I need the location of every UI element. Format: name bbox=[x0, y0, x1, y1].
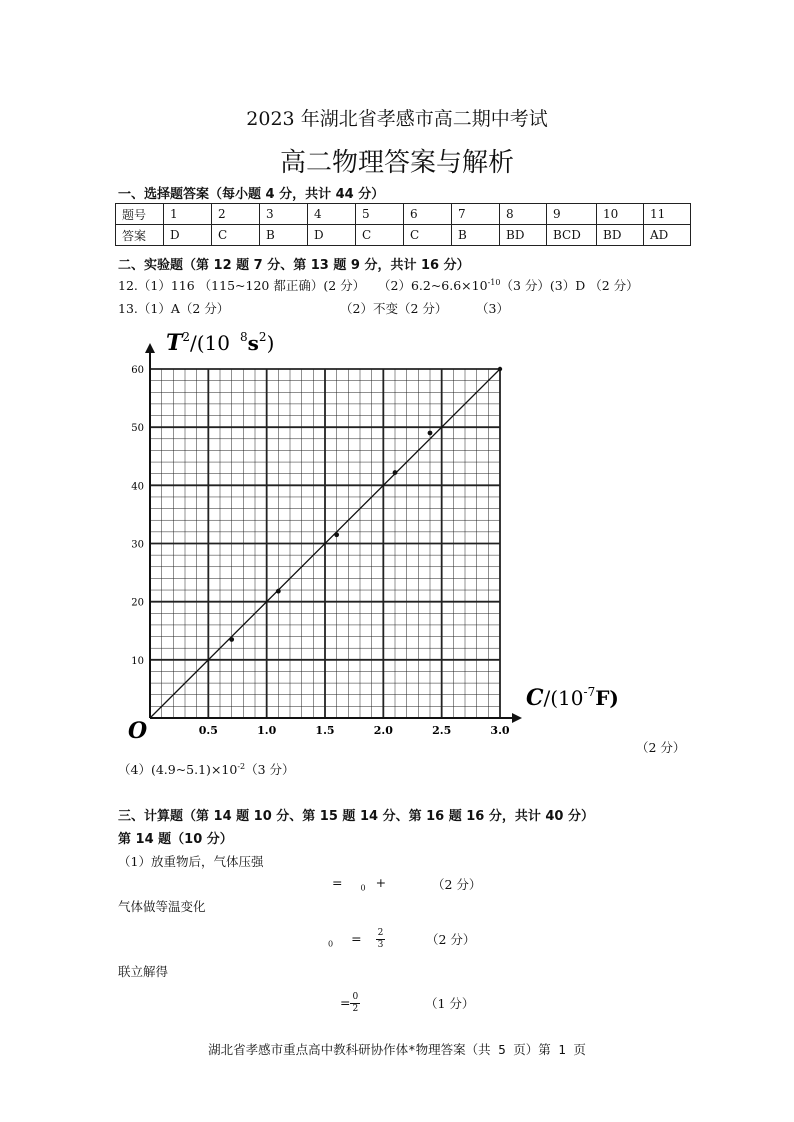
x-tick-label: 3.0 bbox=[490, 724, 510, 737]
q13-graph-score: （2 分） bbox=[636, 740, 686, 755]
q14-equation-3 bbox=[340, 992, 360, 1015]
q12-part2-text: （2）6.2~6.6×10 bbox=[378, 278, 488, 293]
q13-part1: 13.（1）A（2 分） bbox=[118, 301, 230, 316]
question-number-cell: 10 bbox=[597, 204, 644, 225]
question-number-cell: 7 bbox=[452, 204, 500, 225]
q13-part4-text: （4）(4.9~5.1)×10 bbox=[118, 762, 238, 777]
y-label-s-exp: 2 bbox=[258, 330, 267, 344]
y-label-sup: 2 bbox=[182, 330, 191, 344]
y-tick-label: 40 bbox=[131, 481, 144, 493]
section1-heading: 一、选择题答案（每小题 4 分，共计 44 分） bbox=[118, 187, 385, 202]
q14-eq1-score: （2 分） bbox=[432, 877, 482, 892]
y-tick-label: 60 bbox=[131, 365, 144, 376]
y-axis-label bbox=[166, 330, 274, 356]
fit-line-end-point bbox=[498, 367, 502, 371]
answer-cell: B bbox=[260, 225, 308, 246]
y-label-base: T bbox=[166, 330, 183, 356]
table-row-answers bbox=[116, 225, 691, 246]
q13-part4-exponent: -2 bbox=[237, 761, 246, 771]
y-label-unit: /(10 bbox=[190, 331, 231, 355]
eq2-equals: = bbox=[351, 931, 362, 946]
y-label-s: s bbox=[247, 331, 259, 355]
section3-heading: 三、计算题（第 14 题 10 分、第 15 题 14 分、第 16 题 16 分，共计 40 分） bbox=[118, 809, 594, 824]
eq1-subscript: 0 bbox=[360, 883, 366, 893]
y-tick-label: 30 bbox=[131, 539, 144, 551]
question-number-cell: 3 bbox=[260, 204, 308, 225]
page-footer: 湖北省孝感市重点高中教科研协作体*物理答案（共 5 页）第 1 页 bbox=[208, 1042, 586, 1057]
answer-cell: C bbox=[212, 225, 260, 246]
x-tick-label: 1.0 bbox=[257, 724, 277, 737]
question-number-cell: 4 bbox=[308, 204, 356, 225]
answer-table bbox=[115, 203, 691, 246]
eq1-equals: = bbox=[332, 875, 343, 890]
x-label-exp: -7 bbox=[583, 685, 596, 699]
answer-cell: C bbox=[404, 225, 452, 246]
graph-t2-vs-c bbox=[110, 325, 650, 750]
q12-part1: 12.（1）116 （115~120 都正确）(2 分） bbox=[118, 278, 366, 293]
data-point bbox=[334, 532, 339, 537]
question-number-cell: 1 bbox=[164, 204, 212, 225]
answer-cell: D bbox=[164, 225, 212, 246]
x-axis-label bbox=[526, 685, 619, 711]
eq2-numerator: 2 bbox=[377, 928, 384, 938]
data-point bbox=[229, 637, 234, 642]
y-tick-label: 10 bbox=[131, 655, 144, 667]
eq1-plus: + bbox=[375, 875, 387, 890]
document-subtitle: 高二物理答案与解析 bbox=[279, 148, 514, 178]
q14-eq3-score: （1 分） bbox=[425, 996, 475, 1011]
q14-equation-1 bbox=[332, 875, 386, 893]
x-label-unit: /(10 bbox=[543, 686, 584, 710]
q13-part4 bbox=[118, 760, 295, 778]
eq2-subscript: 0 bbox=[328, 939, 334, 949]
answer-cell: B bbox=[452, 225, 500, 246]
q12-part2 bbox=[378, 276, 639, 294]
y-label-close: ) bbox=[266, 331, 275, 355]
y-tick-label: 50 bbox=[131, 423, 144, 435]
eq3-denominator: 2 bbox=[352, 1004, 359, 1014]
question-number-cell: 5 bbox=[356, 204, 404, 225]
question-number-cell: 8 bbox=[500, 204, 547, 225]
q13-part3: （3） bbox=[476, 301, 509, 316]
q14-step3-label: 联立解得 bbox=[118, 964, 169, 979]
origin-label: O bbox=[128, 718, 148, 744]
answer-cell: BD bbox=[597, 225, 644, 246]
q14-equation-2 bbox=[328, 928, 385, 951]
data-point bbox=[393, 470, 398, 475]
q14-title: 第 14 题（10 分） bbox=[118, 832, 233, 847]
question-number-label: 题号 bbox=[116, 204, 164, 225]
question-number-cell: 11 bbox=[644, 204, 691, 225]
x-tick-label: 1.5 bbox=[315, 724, 335, 737]
answer-cell: BD bbox=[500, 225, 547, 246]
x-label-base: C bbox=[526, 685, 544, 711]
question-number-cell: 2 bbox=[212, 204, 260, 225]
eq3-equals: = bbox=[340, 995, 351, 1010]
answer-cell: C bbox=[356, 225, 404, 246]
q12-part2-exponent: -10 bbox=[487, 277, 501, 287]
q14-eq2-score: （2 分） bbox=[426, 932, 476, 947]
eq2-denominator: 3 bbox=[377, 940, 384, 950]
answer-label: 答案 bbox=[116, 225, 164, 246]
x-label-f: F) bbox=[595, 686, 619, 710]
answer-cell: D bbox=[308, 225, 356, 246]
data-point bbox=[276, 589, 281, 594]
question-number-cell: 9 bbox=[547, 204, 597, 225]
eq3-numerator: 0 bbox=[352, 992, 359, 1002]
data-point bbox=[428, 431, 433, 436]
eq3-fraction bbox=[350, 992, 360, 1015]
answer-cell: BCD bbox=[547, 225, 597, 246]
q13-part4-suffix: （3 分） bbox=[245, 762, 295, 777]
x-tick-label: 0.5 bbox=[198, 724, 218, 737]
q12-part2-suffix: （3 分）(3）D （2 分） bbox=[500, 278, 639, 293]
answer-cell: AD bbox=[644, 225, 691, 246]
section2-heading: 二、实验题（第 12 题 7 分、第 13 题 9 分，共计 16 分） bbox=[118, 258, 470, 273]
table-row-numbers bbox=[116, 204, 691, 225]
question-number-cell: 6 bbox=[404, 204, 452, 225]
y-label-exp: 8 bbox=[240, 330, 248, 344]
q14-step1-label: （1）放重物后，气体压强 bbox=[118, 854, 264, 869]
exam-title: 2023 年湖北省孝感市高二期中考试 bbox=[246, 108, 548, 130]
eq2-fraction bbox=[376, 928, 386, 951]
q13-part2: （2）不变（2 分） bbox=[340, 301, 448, 316]
q14-step2-label: 气体做等温变化 bbox=[118, 899, 206, 914]
x-tick-label: 2.5 bbox=[432, 724, 452, 737]
y-tick-label: 20 bbox=[131, 597, 144, 609]
x-tick-label: 2.0 bbox=[373, 724, 393, 737]
